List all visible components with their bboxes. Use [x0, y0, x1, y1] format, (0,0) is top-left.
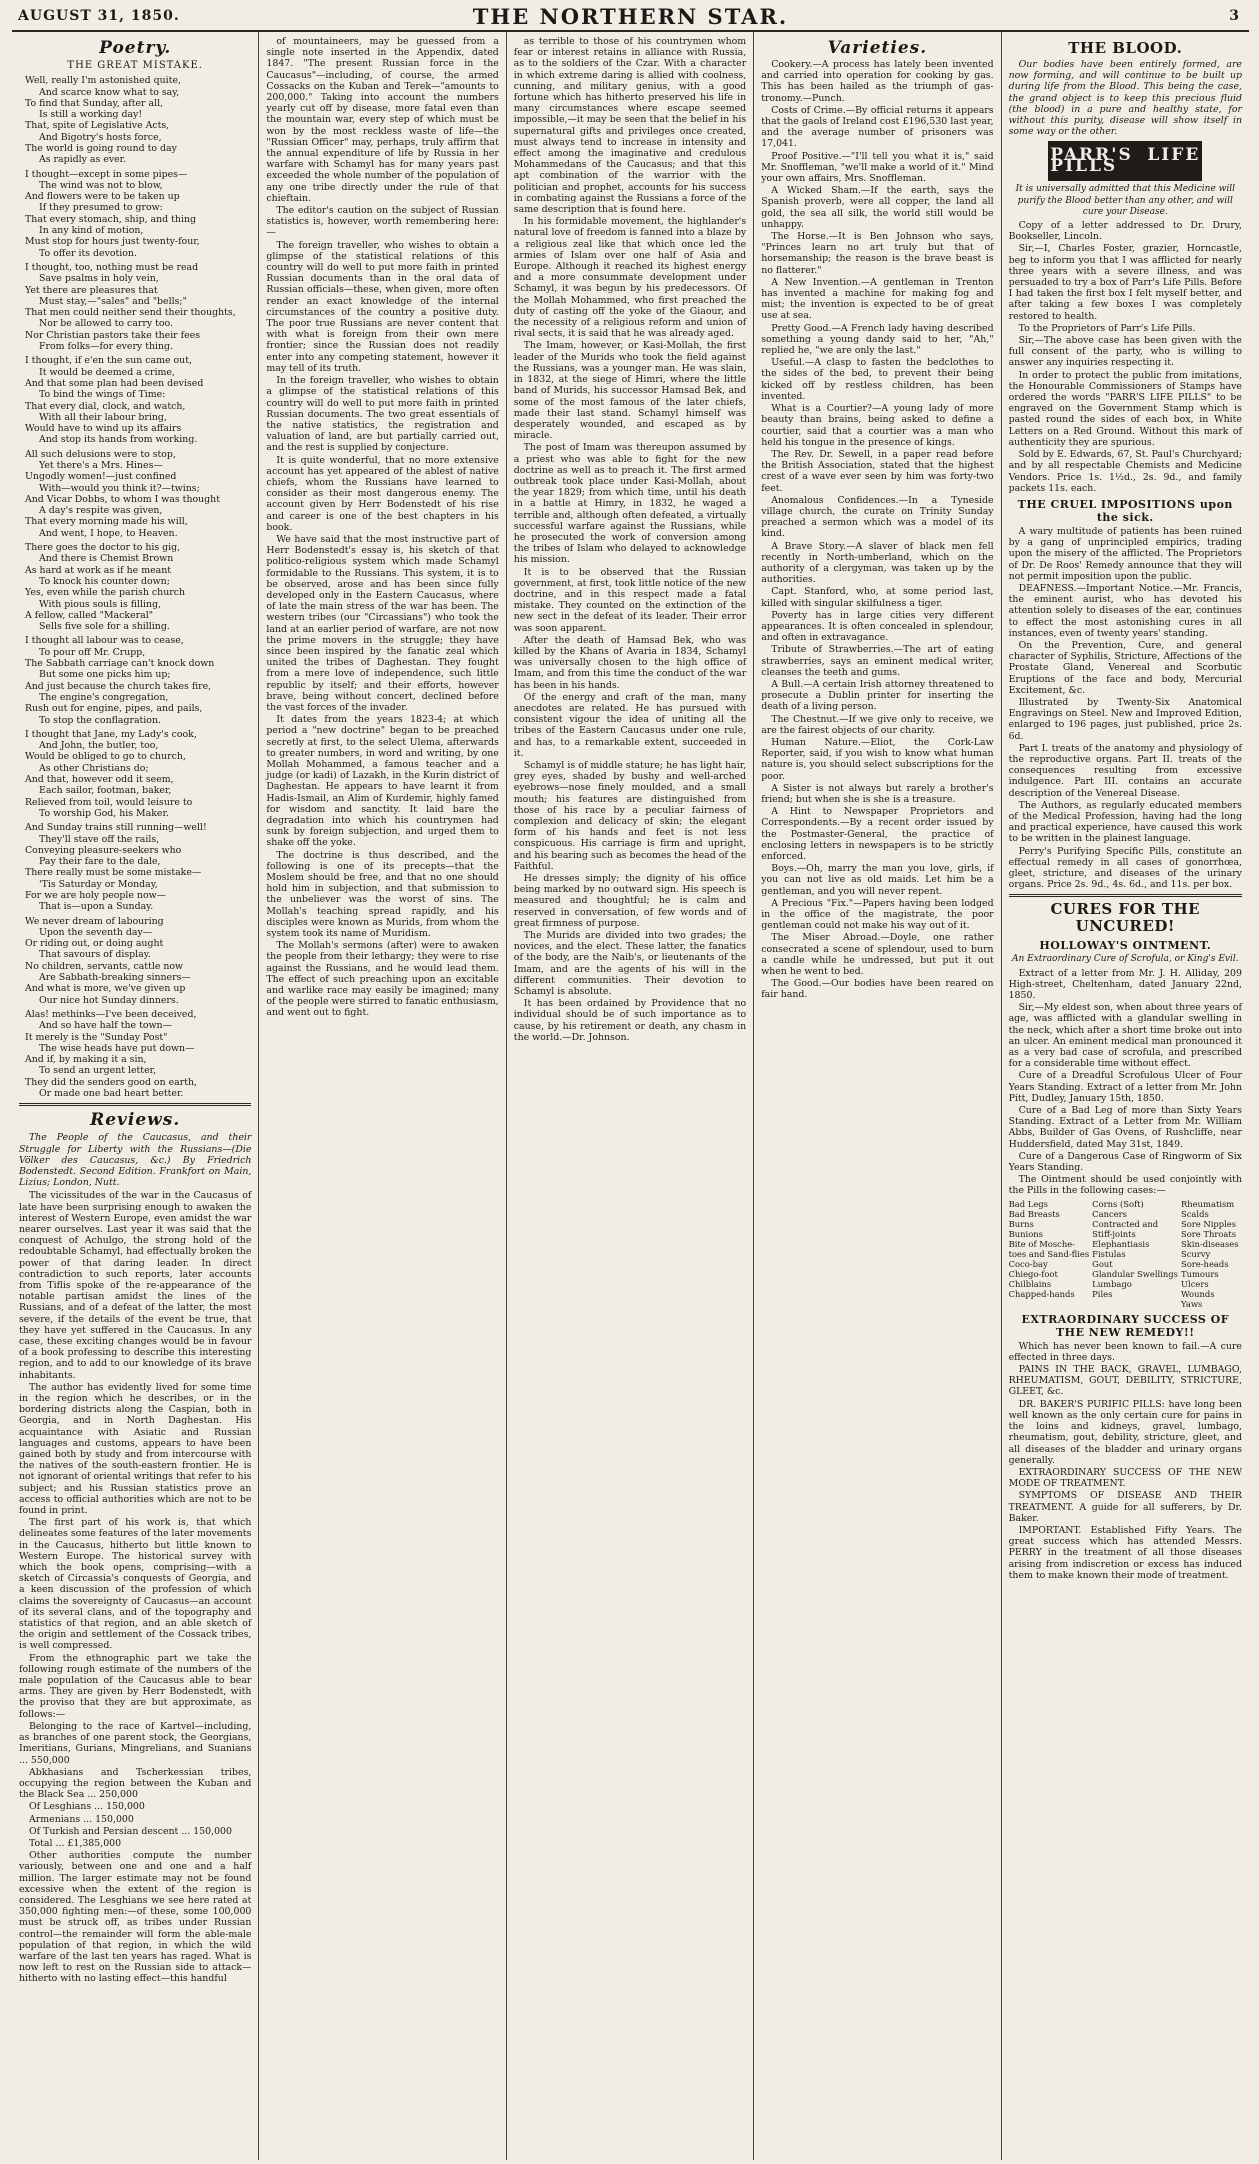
- poem-line: And Vicar Dobbs, to whom I was thought: [25, 493, 220, 505]
- poem-line: And stop its hands from working.: [39, 434, 198, 446]
- poem-line: Nor Christian pastors take their fees: [25, 329, 201, 341]
- ailment-cell: toes and Sand-flies: [1008, 1248, 1090, 1259]
- reviews-heading: Reviews.: [90, 1110, 181, 1131]
- page-number: 3: [1229, 8, 1239, 24]
- poem-line: I thought that Jane, my Lady's cook,: [25, 728, 197, 740]
- paragraph: The Murids are divided into two grades; the novices, and the elect. These latter, the fanatics of the body, are the Naib's, or lieutenants of the Imam, and are the agents of his will in the different communities. Their devotion to Schamyl is absolute.: [513, 930, 747, 998]
- poem-line: The Sabbath carriage can't knock down: [25, 658, 215, 670]
- paragraph: Total ... £1,385,000: [29, 1837, 122, 1849]
- varieties-body: [761, 59, 993, 1001]
- poem-line: With pious souls is filling,: [39, 598, 162, 610]
- masthead: [12, 4, 1249, 32]
- poem-line: And John, the butler, too,: [39, 740, 159, 752]
- medical-ads: [1009, 526, 1242, 891]
- paragraph: Proof Positive.—"I'll tell you what it is," said Mr. Snoffleman, "we'll make a world of it." Mind your own affairs, Mrs. Snoffleman.: [761, 150, 994, 185]
- paragraph: After the death of Hamsad Bek, who was killed by the Khans of Avaria in 1834, Schamyl was universally chosen to the high office of Imam, and from this time the conduct of the war has been in his hands.: [513, 634, 747, 691]
- paragraph: Other authorities compute the number variously, between one and one and a half million. The larger estimate may not be found excessive when the extent of the region is considered. The Lesghians we see here rated at 350,000 fighting men:—of these, some 100,000 must be struck off, as tribes under Russian control—the remainder will form the able-male population of that region, in which the wild warfare of the last ten years has raged. What is now left to rest on the Russian side to attack—hitherto with no lasting effect—this handful: [19, 1850, 252, 1985]
- ailment-cell: Chiego-foot: [1008, 1268, 1058, 1279]
- poem-line: A fellow, called "Mackeral": [25, 609, 154, 621]
- column-2-body: [266, 36, 498, 1019]
- paragraph: It is quite wonderful, that no more extensive account has yet appeared of the ablest of native chiefs, whom the Russians have learned to consider as their most dangerous enemy. The account given by Herr Bodenstedt of his rise and career is one of the best chapters in his book.: [266, 454, 499, 533]
- poem-line: Would be obliged to go to church,: [25, 751, 186, 763]
- poem-line: And that some plan had been devised: [25, 377, 204, 389]
- column-5: [1002, 32, 1249, 2160]
- review-lead: The People of the Caucasus, and their Struggle for Liberty with the Russians—(Die Völker des Caucasus, &c.) By Friedrich Bodenstedt. Second Edition. Frankfort on Main, Lizius; London, Nutt.: [19, 1132, 252, 1189]
- paragraph: Human Nature.—Eliot, the Cork-Law Reporter, said, if you wish to know what human nature is, you should select subscriptions for the poor.: [761, 736, 994, 782]
- paragraph: Armenians ... 150,000: [29, 1813, 134, 1825]
- poem-line: That every dial, clock, and watch,: [25, 400, 186, 412]
- paragraph: The Good.—Our bodies have been reared on fair hand.: [761, 978, 994, 1001]
- paragraph: We have said that the most instructive part of Herr Bodenstedt's essay is, his sketch of that politico-religious system which made Schamyl formidable to the Russians. This system, it is to be observed, arose and has been since fully developed only in the Eastern Caucasus, where of late the main stress of the war has been. The western tribes (our "Circassians") who took the land at an earlier period of warfare, are not now the prime movers in the struggle; they have since been inspired by the fanatic zeal which united the tribes of Daghestan. They fought from a mere love of independence, such little republic by itself; and their efforts, however brave, being without concert, declined before the vast forces of the invader.: [266, 533, 499, 713]
- paragraph: A Sister is not always but rarely a brother's friend; but when she is she is a treasure.: [761, 782, 994, 805]
- poem-line: They'll stave off the rails,: [39, 833, 160, 845]
- blood-lead: Our bodies have been entirely formed, are now forming, and will continue to be built up during life from the Blood. This being the case, the grand object is to keep this precious fluid (the blood) in a pure and healthy state, for without this purity, disease will show itself in some way or the other.: [1008, 59, 1242, 138]
- poem-stanza: [25, 822, 251, 912]
- poem-line: I thought—except in some pipes—: [25, 168, 188, 180]
- poem-stanza: [25, 635, 251, 725]
- poem-line: Alas! methinks—I've been deceived,: [25, 1008, 197, 1020]
- paragraph: Poverty has in large cities very different appearances. It is often concealed in splendour, and often in extravagance.: [761, 609, 994, 644]
- poem-line: To stop the conflagration.: [39, 714, 161, 726]
- poem-line: Upon the seventh day—: [39, 926, 153, 938]
- ailment-cell: Piles: [1092, 1288, 1113, 1299]
- poem-line: And there is Chemist Brown: [39, 553, 174, 565]
- blood-ad-sub: It is universally admitted that this Medicine will purify the Blood better than any other, and will cure your Disease.: [1015, 184, 1235, 217]
- ailment-cell: Coco-bay: [1008, 1258, 1048, 1269]
- poem-line: To offer its devotion.: [39, 247, 137, 259]
- paragraph: The first part of his work is, that which delineates some features of the later movements in the Caucasus, hitherto but little known to Western Europe. The historical survey with which the book opens, comprising—with a sketch of Circassia's conquests of Georgia, and a keen discussion of the profession of which claims the sovereignty of Caucasus—an account of its several clans, and of the topography and statistics of that region, and an able sketch of the origin and settlement of the Cossack tribes, is well compressed.: [19, 1517, 252, 1652]
- poem-stanza: [25, 262, 251, 352]
- blood-heading: THE BLOOD.: [1068, 39, 1183, 57]
- paragraph: Pretty Good.—A French lady having described something a young dandy said to her, "Ah," replied he, "we are only the last.": [761, 322, 994, 357]
- paragraph: Extract of a letter from Mr. J. H. Alliday, 209 High-street, Cheltenham, dated January 22nd, 1850.: [1008, 967, 1242, 1002]
- paragraph: Sir,—My eldest son, when about three years of age, was afflicted with a glandular swelling in the neck, which after a short time broke out into an ulcer. An eminent medical man pronounced it as a very bad case of scrofula, and prescribed for a considerable time without effect.: [1008, 1002, 1242, 1070]
- ailment-cell: Tumours: [1180, 1268, 1219, 1279]
- poem-line: I thought, if e'en the sun came out,: [25, 355, 192, 367]
- poem-stanza: [25, 542, 251, 632]
- paragraph: A Bull.—A certain Irish attorney threatened to prosecute a Dublin printer for inserting the death of a living person.: [761, 678, 994, 713]
- paragraph: A Hint to Newspaper Proprietors and Correspondents.—By a recent order issued by the Postmaster-General, the practice of enclosing letters in newspapers is to be strictly enforced.: [761, 806, 994, 863]
- paragraph: EXTRAORDINARY SUCCESS OF THE NEW MODE OF TREATMENT.: [1008, 1466, 1242, 1490]
- paragraph: PAINS IN THE BACK, GRAVEL, LUMBAGO, RHEUMATISM, GOUT, DEBILITY, STRICTURE, GLEET, &c.: [1008, 1364, 1242, 1398]
- poem-line: The wind was not to blow,: [39, 179, 163, 191]
- poem-line: Nor be allowed to carry too.: [39, 318, 173, 330]
- paragraph: In order to protect the public from imitations, the Honourable Commissioners of Stamps have ordered the words "PARR'S LIFE PILLS" to be engraved on the Government Stamp which is pasted round the sides of each box, in White Letters on a Red Ground. Without this mark of authenticity they are spurious.: [1008, 369, 1242, 448]
- poem-line: And so have half the town—: [39, 1020, 172, 1032]
- ailment-cell: Ulcers: [1180, 1278, 1209, 1289]
- issue-date: AUGUST 31, 1850.: [18, 8, 180, 24]
- poem-stanza: [25, 355, 251, 445]
- poem-line: With—would you think it?—twins;: [39, 482, 200, 494]
- ailment-cell: Glandular Swellings: [1092, 1268, 1178, 1279]
- varieties-heading: Varieties.: [827, 38, 928, 58]
- poem-line: In any kind of motion,: [39, 225, 144, 237]
- ailment-cell: Elephantiasis: [1092, 1238, 1150, 1249]
- poem-line: Relieved from toil, would leisure to: [25, 796, 193, 808]
- paragraph: What is a Courtier?—A young lady of more beauty than brains, being asked to define a courtier, said that a courtier was a man who held his tongue in the presence of kings.: [761, 403, 994, 448]
- poem-line: As rapidly as ever.: [39, 154, 127, 166]
- poem: [19, 75, 251, 1099]
- columns: [12, 32, 1249, 2160]
- ailment-cell: Scurvy: [1180, 1248, 1211, 1259]
- paragraph: Sold by E. Edwards, 67, St. Paul's Churchyard; and by all respectable Chemists and Medicine Vendors. Price 1s. 1½d., 2s. 9d., and family packets 11s. each.: [1008, 449, 1242, 494]
- paragraph: Tribute of Strawberries.—The art of eating strawberries, says an eminent medical writer, cleanses the teeth and gums.: [761, 644, 994, 678]
- poem-line: As hard at work as if he meant: [25, 564, 172, 576]
- paragraph: Of Lesghians ... 150,000: [29, 1801, 145, 1813]
- poem-line: It merely is the "Sunday Post": [25, 1031, 168, 1043]
- ailment-cell: Gout: [1092, 1258, 1113, 1269]
- paragraph: The editor's caution on the subject of Russian statistics is, however, worth remembering here:—: [266, 205, 499, 239]
- poem-line: There goes the doctor to his gig,: [25, 542, 181, 554]
- paragraph: Capt. Stanford, who, at some period last, killed with singular skilfulness a tiger.: [761, 586, 994, 609]
- ailment-cell: Chilblains: [1008, 1278, 1052, 1289]
- parrs-life-pills-logo: PARR'S LIFE PILLS: [1048, 141, 1202, 181]
- poem-line: Pay their fare to the dale,: [39, 856, 161, 868]
- poem-line: Is still a working day!: [39, 109, 143, 121]
- paragraph: Illustrated by Twenty-Six Anatomical Engravings on Steel. New and Improved Edition, enlarged to 196 pages, just published, price 2s. 6d.: [1008, 696, 1242, 742]
- paragraph: Boys.—Oh, marry the man you love, girls, if you can not live as old maids. Let him be a gentleman, and you will never repent.: [761, 863, 994, 897]
- ailments-table: [1009, 1199, 1242, 1309]
- poem-line: And just because the church takes fire,: [25, 680, 212, 692]
- paragraph: DEAFNESS.—Important Notice.—Mr. Francis, the eminent aurist, who has devoted his attention solely to diseases of the ear, continues to effect the most astonishing cures in all instances, even of twenty years' standing.: [1008, 582, 1242, 639]
- ailment-cell: Cancers: [1092, 1208, 1127, 1219]
- ailment-cell: Bunions: [1008, 1228, 1043, 1239]
- poem-line: If they presumed to grow:: [39, 202, 163, 214]
- paragraph: Schamyl is of middle stature; he has light hair, grey eyes, shaded by bushy and well-arched eyebrows—nose finely moulded, and a small mouth; his features are distinguished from those of his race by a peculiar fairness of complexion and delicacy of skin; the elegant form of his hands and feet is not less conspicuous. His carriage is firm and upright, and his bearing such as becomes the head of the Faithful.: [513, 760, 747, 872]
- poem-line: With all their labour bring,: [39, 411, 167, 423]
- paragraph: Cure of a Dangerous Case of Ringworm of Six Years Standing.: [1008, 1150, 1242, 1174]
- poem-line: That every stomach, ship, and thing: [25, 213, 196, 225]
- paragraph: A Brave Story.—A slaver of black men fell recently in North-umberland, which on the authority of a clergyman, was taken up by the authorities.: [761, 540, 994, 586]
- ailment-cell: Sore Throats: [1180, 1228, 1237, 1239]
- ailment-cell: Wounds: [1180, 1288, 1215, 1299]
- column-1: [12, 32, 259, 2160]
- poem-line: The world is going round to day: [25, 142, 177, 154]
- paragraph: SYMPTOMS OF DISEASE AND THEIR TREATMENT. A guide for all sufferers, by Dr. Baker.: [1008, 1490, 1242, 1524]
- poem-line: Yet there's a Mrs. Hines—: [39, 460, 163, 471]
- paragraph: Anomalous Confidences.—In a Tyneside village church, the curate on Trinity Sunday preached a sermon which was a model of its kind.: [761, 494, 994, 540]
- paragraph: The foreign traveller, who wishes to obtain a glimpse of the statistical relations of this country will do well to put more faith in printed Russian documents than in the oral data of Russian officials—these, when given, more often render an exact knowledge of the internal circumstances of the country a positive duty. The poor true Russians are never content that with what is foreign from their own mere frontier; since the Russian does not readily enter into any competing statement, however it may tell of its truth.: [266, 239, 499, 374]
- ailment-cell: Burns: [1008, 1218, 1034, 1229]
- ailment-cell: Bad Breasts: [1008, 1208, 1060, 1219]
- review-body: [19, 1190, 251, 1984]
- paragraph: It is to be observed that the Russian government, at first, took little notice of the new doctrine, and in this respect made a fatal mistake. They counted on the extinction of the new sect in the defeat of its leader. Their error was soon apparent.: [513, 566, 747, 634]
- poem-line: Would have to wind up its affairs: [25, 423, 182, 435]
- paragraph: He dresses simply; the dignity of his office being marked by no outward sign. His speech is measured and thoughtful; he is calm and reserved in conversation, of few words and of great firmness of purpose.: [513, 873, 747, 929]
- paragraph: The Chestnut.—If we give only to receive, we are the fairest objects of our charity.: [761, 713, 994, 736]
- paragraph: Sir,—I, Charles Foster, grazier, Horncastle, beg to inform you that I was afflicted for nearly three years with a severe illness, and was persuaded to try a box of Parr's Life Pills. Before I had taken the first box I felt myself better, and after taking a few boxes I was completely restored to health.: [1008, 243, 1242, 322]
- paragraph: Abkhasians and Tscherkessian tribes, occupying the region between the Kuban and the Black Sea ... 250,000: [19, 1766, 252, 1801]
- ailment-cell: Yaws: [1180, 1298, 1203, 1309]
- poem-line: To pour off Mr. Crupp,: [39, 646, 146, 658]
- paragraph: Belonging to the race of Kartvel—including, as branches of one parent stock, the Georgians, Imeritians, Gurians, Mingrelians, and Suanians ... 550,000: [19, 1720, 252, 1766]
- ailment-cell: Rheumatism: [1180, 1198, 1235, 1209]
- poem-line: That men could neither send their thoughts,: [25, 307, 236, 319]
- poem-line: I thought, too, nothing must be read: [25, 261, 199, 273]
- poem-line: A day's respite was given,: [39, 505, 163, 517]
- paragraph: On the Prevention, Cure, and general character of Syphilis, Stricture, Affections of the Prostate Gland, Venereal and Scorbutic Eruptions of the face and body, Mercurial Excitement, &c.: [1008, 639, 1242, 696]
- remedy-ads: [1009, 1341, 1242, 1581]
- poem-stanza: [25, 729, 251, 819]
- ailment-cell: Corns (Soft): [1092, 1198, 1144, 1209]
- poem-line: That, spite of Legislative Acts,: [25, 120, 170, 132]
- paragraph: The post of Imam was thereupon assumed by a priest who was able to fight for the new doctrine as well as to preach it. The first armed outbreak took place under Kasi-Mollah, about the year 1829; from which time, until his death in a battle at Himry, in 1832, he waged a terrible and, although often defeated, a virtually successful warfare against the Russians, while he prosecuted the work of conversion among the tribes of Islam who delayed to acknowledge his mission.: [513, 442, 747, 566]
- poem-line: Are Sabbath-breaking sinners—: [39, 972, 191, 984]
- paragraph: In his formidable movement, the highlander's natural love of freedom is fanned into a blaze by a religious zeal like that which once led the armies of Islam over one half of Asia and Europe. Although it reached its highest energy and a more consummate development under Schamyl, it was begun by his predecessors. Of the Mollah Mohammed, who first preached the duty of casting off the yoke of the Giaour, and the necessity of a religious reform and union of rival sects, it is said that he was already aged.: [513, 216, 747, 340]
- poem-line: To worship God, his Maker.: [39, 807, 169, 819]
- poem-line: Save psalms in holy vein,: [39, 273, 159, 285]
- holloway-sub: An Extraordinary Cure of Scrofula, or King's Evil.: [1011, 954, 1239, 965]
- paragraph: Copy of a letter addressed to Dr. Drury, Bookseller, Lincoln.: [1008, 220, 1242, 243]
- ailment-cell: Bite of Mosche-: [1008, 1238, 1076, 1249]
- paragraph: The Rev. Dr. Sewell, in a paper read before the British Association, stated that the highest crest of a wave ever seen by him was forty-two feet.: [761, 448, 994, 494]
- poem-stanza: [25, 916, 251, 1006]
- newspaper-title: THE NORTHERN STAR.: [472, 4, 789, 29]
- paragraph: Cure of a Dreadful Scrofulous Ulcer of Four Years Standing. Extract of a letter from Mr. John Pitt, Dudley, January 15th, 1850.: [1008, 1070, 1242, 1104]
- poem-stanza: [25, 169, 251, 259]
- poem-line: To send an urgent letter,: [39, 1065, 157, 1077]
- poem-line: Yes, even while the parish church: [25, 587, 186, 599]
- paragraph: Of Turkish and Persian descent ... 150,000: [29, 1825, 232, 1837]
- poem-line: Ungodly women!—just confined: [25, 471, 177, 483]
- ailment-cell: Sore-heads: [1180, 1258, 1229, 1269]
- poem-line: But some one picks him up;: [39, 669, 171, 681]
- poem-line: The engine's congregation,: [39, 691, 169, 703]
- testimonials: [1009, 220, 1242, 494]
- poem-line: The wise heads have put down—: [39, 1042, 195, 1054]
- poem-line: Our nice hot Sunday dinners.: [39, 994, 179, 1006]
- poem-line: Yet there are pleasures that: [25, 284, 158, 296]
- holloway-heading: HOLLOWAY'S OINTMENT.: [1039, 939, 1212, 953]
- poem-line: From folks—for every thing.: [39, 341, 174, 353]
- poem-line: Rush out for engine, pipes, and pails,: [25, 703, 203, 715]
- column-3-body: [514, 36, 746, 1043]
- poem-line: No children, servants, cattle now: [25, 960, 184, 972]
- paragraph: A New Invention.—A gentleman in Trenton has invented a machine for making fog and mist; the invention is expected to be of great use at sea.: [761, 276, 994, 322]
- poem-line: Conveying pleasure-seekers who: [25, 844, 182, 856]
- ailment-cell: Chapped-hands: [1008, 1288, 1075, 1299]
- paragraph: Part I. treats of the anatomy and physiology of the reproductive organs. Part II. treats of the consequences resulting from excessive indulgence. Part III. contains an accurate description of the Venereal Disease.: [1008, 742, 1242, 799]
- poem-line: 'Tis Saturday or Monday,: [39, 878, 158, 890]
- poem-line: And Bigotry's hosts force,: [39, 131, 162, 143]
- poem-line: And went, I hope, to Heaven.: [39, 527, 178, 539]
- ailment-cell: Lumbago: [1092, 1278, 1132, 1289]
- poem-line: For we are holy people now—: [25, 889, 167, 901]
- poem-line: Or riding out, or doing aught: [25, 938, 164, 950]
- new-remedy-heading: EXTRAORDINARY SUCCESS OF THE NEW REMEDY!!: [1021, 1312, 1230, 1339]
- paragraph: The Imam, however, or Kasi-Mollah, the first leader of the Murids who took the field against the Russians, was a younger man. He was slain, in 1832, at the siege of Himri, where the little band of Murids, his successor Hamsad Bek, and some of the most famous of the later chiefs, made their last stand. Schamyl himself was desperately wounded, and escaped as by miracle.: [513, 340, 747, 442]
- poem-line: Must stay,—"sales" and "bells;": [39, 295, 187, 307]
- poem-line: Or made one bad heart better.: [39, 1088, 184, 1100]
- paragraph: It has been ordained by Providence that no individual should be of such importance as to cause, by his retirement or death, any chasm in the world.—Dr. Johnson.: [513, 998, 747, 1043]
- paragraph: To the Proprietors of Parr's Life Pills.: [1018, 322, 1196, 334]
- poem-line: That every morning made his will,: [25, 516, 188, 528]
- poem-line: To bind the wings of Time:: [39, 389, 166, 401]
- poem-stanza: [25, 75, 251, 165]
- poem-line: To find that Sunday, after all,: [25, 97, 164, 109]
- paragraph: The vicissitudes of the war in the Caucasus of late have been surprising enough to awaken the interest of Western Europe, even amidst the war nearer ourselves. Last year it was said that the conquest of Achulgo, the strong hold of the redoubtable Schamyl, had effectually broken the power of that daring leader. In direct contradiction to such reports, later accounts from Tiflis spoke of the re-appearance of the notable partisan amidst the lines of the Russians, and of a defeat of the latter, the most severe, if the details of the event be true, that they have yet suffered in the Caucasus. In any case, these exciting changes would be in favour of a book professing to describe this interesting region, and to add to our knowledge of its brave inhabitants.: [19, 1190, 252, 1381]
- poem-line: That is—upon a Sunday.: [39, 901, 154, 913]
- poem-line: And if, by making it a sin,: [25, 1054, 147, 1066]
- paragraph: Which has never been known to fail.—A cure effected in three days.: [1008, 1340, 1242, 1363]
- poem-line: It would be deemed a crime,: [39, 366, 175, 378]
- column-3: [507, 32, 754, 2160]
- paragraph: The Mollah's sermons (after) were to awaken the people from their lethargy; they were to rise against the Russians, and he would lead them. The effect of such preaching upon an excitable and warlike race may easily be imagined; many of the people were stirred to fanatic enthusiasm, and went out to fight.: [266, 940, 499, 1019]
- ailment-cell: Fistulas: [1092, 1248, 1126, 1259]
- paragraph: A wary multitude of patients has been ruined by a gang of unprincipled empirics, trading upon the misery of the afflicted. The Proprietors of Dr. De Roos' Remedy announce that they will not permit imposition upon the public.: [1008, 525, 1242, 582]
- paragraph: as terrible to those of his countrymen whom fear or interest retains in alliance with Russia, as to the soldiers of the Czar. With a character in which extreme daring is allied with coolness, cunning, and military genius, with a good fortune which has hitherto preserved his life in many circumstances where escape seemed impossible,—it may be seen that the belief in his supernatural gifts and privileges once created, must always tend to increase in intensity and effect among the imaginative and credulous Mohammedans of the Caucasus; and that this apt combination of the warrior with the politician and prophet, accounts for his success in combating against the Russians a force of the same description that is found here.: [513, 36, 747, 216]
- paragraph: IMPORTANT. Established Fifty Years. The great success which has attended Messrs. PERRY in the treatment of all those diseases arising from indiscretion or excess has induced them to make known their mode of treatment.: [1008, 1524, 1242, 1581]
- paragraph: Cure of a Bad Leg of more than Sixty Years Standing. Extract of a Letter from Mr. William Abbs, Builder of Gas Ovens, of Rushcliffe, near Huddersfield, dated May 31st, 1849.: [1008, 1105, 1242, 1150]
- poem-stanza: [25, 1009, 251, 1099]
- cures-heading: CURES FOR THE UNCURED!: [1050, 900, 1201, 936]
- poem-line: They did the senders good on earth,: [25, 1076, 197, 1088]
- paragraph: In the foreign traveller, who wishes to obtain a glimpse of the statistical relations of this country will do well to put more faith in printed Russian documents. The two great essentials of the native statistics, the registration and valuation of land, are but partially carried out, and the rest is supplied by conjecture.: [266, 375, 499, 454]
- paragraph: It dates from the years 1823-4; at which period a "new doctrine" began to be preached secretly at first, to the select Ulema, afterwards to greater numbers, in word and writing, by one Mollah Mohammed, a famous teacher and a judge (or kadi) of Lazakh, in the Kurin district of Daghestan. He appears to have learnt it from Hadis-Ismail, an Alim of Kurdemir, highly famed for wisdom and sanctity. It laid bare the degradation into which his countrymen had sunk by foreign subjection, and urged them to shake off the yoke.: [266, 714, 499, 849]
- poem-line: That savours of display.: [39, 949, 151, 961]
- poem-line: There really must be some mistake—: [25, 867, 202, 879]
- poem-line: Well, really I'm astonished quite,: [25, 75, 181, 87]
- ailment-cell: Scalds: [1180, 1208, 1209, 1219]
- paragraph: The Ointment should be used conjointly with the Pills in the following cases:—: [1008, 1174, 1242, 1197]
- paragraph: Perry's Purifying Specific Pills, constitute an effectual remedy in all cases of gonorrhœa, gleet, stricture, and diseases of the urinary organs. Price 2s. 9d., 4s. 6d., and 11s. per box.: [1008, 845, 1242, 891]
- poem-stanza: [25, 449, 251, 539]
- paragraph: The author has evidently lived for some time in the region which he describes, or in the bordering districts along the Caspian, both in Georgia, and in North Daghestan. His acquaintance with Asiatic and Russian languages and customs, appears to have been gained both by study and from intercourse with the natives of the south-eastern frontier. He is not ignorant of oriental writings that refer to his subject; and his Russian statistics prove an access to official authorities which are not to be found in print.: [19, 1381, 252, 1517]
- column-2: [259, 32, 506, 2160]
- paragraph: Costs of Crime.—By official returns it appears that the gaols of Ireland cost £196,530 last year, and the average number of prisoners was 17,041.: [761, 104, 994, 150]
- poem-line: We never dream of labouring: [25, 915, 164, 927]
- poetry-heading: Poetry.: [99, 38, 172, 58]
- paragraph: Of the energy and craft of the man, many anecdotes are related. He has pursued with consistent vigour the idea of uniting all the tribes of the Eastern Caucasus under one rule, and has, to a remarkable extent, succeeded in it.: [513, 691, 747, 759]
- poem-line: Sells five sole for a shilling.: [39, 621, 170, 633]
- holloway-body: [1009, 968, 1242, 1197]
- paragraph: The Horse.—It is Ben Johnson who says, "Princes learn no art truly but that of horsemanship; the reason is the brave beast is no flatterer.": [761, 231, 994, 276]
- poem-line: And that, however odd it seem,: [25, 774, 174, 786]
- paragraph: Sir,—The above case has been given with the full consent of the party, who is willing to answer any inquiries respecting it.: [1008, 335, 1242, 369]
- paragraph: Useful.—A clasp to fasten the bedclothes to the sides of the bed, to prevent their being kicked off by restless children, has been invented.: [761, 357, 994, 402]
- poem-line: And scarce know what to say,: [39, 86, 180, 98]
- ailment-cell: [1009, 1299, 1090, 1309]
- paragraph: A Wicked Sham.—If the earth, says the Spanish proverb, were all copper, the land all gold, the sea all silk, the world still would be unhappy.: [761, 185, 994, 230]
- poem-line: And Sunday trains still running—well!: [25, 822, 207, 834]
- paragraph: From the ethnographic part we take the following rough estimate of the numbers of the male population of the Caucasus able to bear arms. They are given by Herr Bodenstedt, with the proviso that they are but approximate, as follows:—: [19, 1652, 252, 1720]
- poem-line: And what is more, we've given up: [25, 983, 186, 995]
- paragraph: of mountaineers, may be guessed from a single note inserted in the Appendix, dated 1847. "The present Russian force in the Caucasus"—including, of course, the armed Cossacks on the Kuban and Terek—"amounts to 200,000." Taking into account the numbers yearly cut off by disease, more fatal even than the mountain war, every step of which must be won by the most reckless waste of life—the "Russian Officer" may, perhaps, truly affirm that the annual expenditure of life by Russia in her warfare with Schamyl has for many years past exceeded the whole number of the population of any one tribe directly under the rule of that chieftain.: [266, 36, 499, 204]
- ailment-cell: Contracted and: [1092, 1218, 1159, 1229]
- poem-line: As other Christians do;: [39, 762, 149, 774]
- ailment-cell: [1092, 1299, 1178, 1309]
- paragraph: The Authors, as regularly educated members of the Medical Profession, having had the long and practical experience, have caused this work to be written in the plainest language.: [1008, 799, 1242, 845]
- paragraph: Cookery.—A process has lately been invented and carried into operation for cooking by gas. This has been hailed as the triumph of gas-tronomy.—Punch.: [761, 59, 994, 104]
- poem-line: Each sailor, footman, baker,: [39, 785, 172, 797]
- ailment-cell: Sore Nipples: [1180, 1218, 1237, 1229]
- paragraph: The doctrine is thus described, and the following is one of its precepts—that the Moslem should be free, and that no one should hold him in subjection, and that submission to the unbeliever was the worst of sins. The Mollah's teaching spread rapidly, and his disciples were known as Murids, from whom the system took its name of Muridism.: [266, 849, 499, 940]
- poem-line: I thought all labour was to cease,: [25, 635, 184, 647]
- ailment-cell: Skin-diseases: [1180, 1238, 1239, 1249]
- column-4: [754, 32, 1001, 2160]
- cruel-impositions-heading: THE CRUEL IMPOSITIONS upon the sick.: [1017, 497, 1233, 524]
- poem-line: All such delusions were to stop,: [25, 448, 176, 460]
- poem-title: THE GREAT MISTAKE.: [67, 60, 203, 71]
- paragraph: DR. BAKER'S PURIFIC PILLS: have long been well known as the only certain cure for pains in the loins and kidneys, gravel, lumbago, rheumatism, gout, debility, stricture, gleet, and all diseases of the bladder and urinary organs generally.: [1008, 1398, 1242, 1466]
- poem-line: And flowers were to be taken up: [25, 191, 180, 203]
- poem-line: Must stop for hours just twenty-four,: [25, 236, 200, 248]
- poem-line: To knock his counter down;: [39, 575, 170, 587]
- paragraph: A Precious "Fix."—Papers having been lodged in the office of the magistrate, the poor gentleman could not make his way out of it.: [761, 897, 994, 932]
- paragraph: The Miser Abroad.—Doyle, one rather consecrated a scene of splendour, used to burn a candle while he undressed, but put it out when he went to bed.: [761, 932, 994, 978]
- ailment-cell: Bad Legs: [1008, 1198, 1048, 1209]
- ailment-cell: Stiff-joints: [1092, 1228, 1136, 1239]
